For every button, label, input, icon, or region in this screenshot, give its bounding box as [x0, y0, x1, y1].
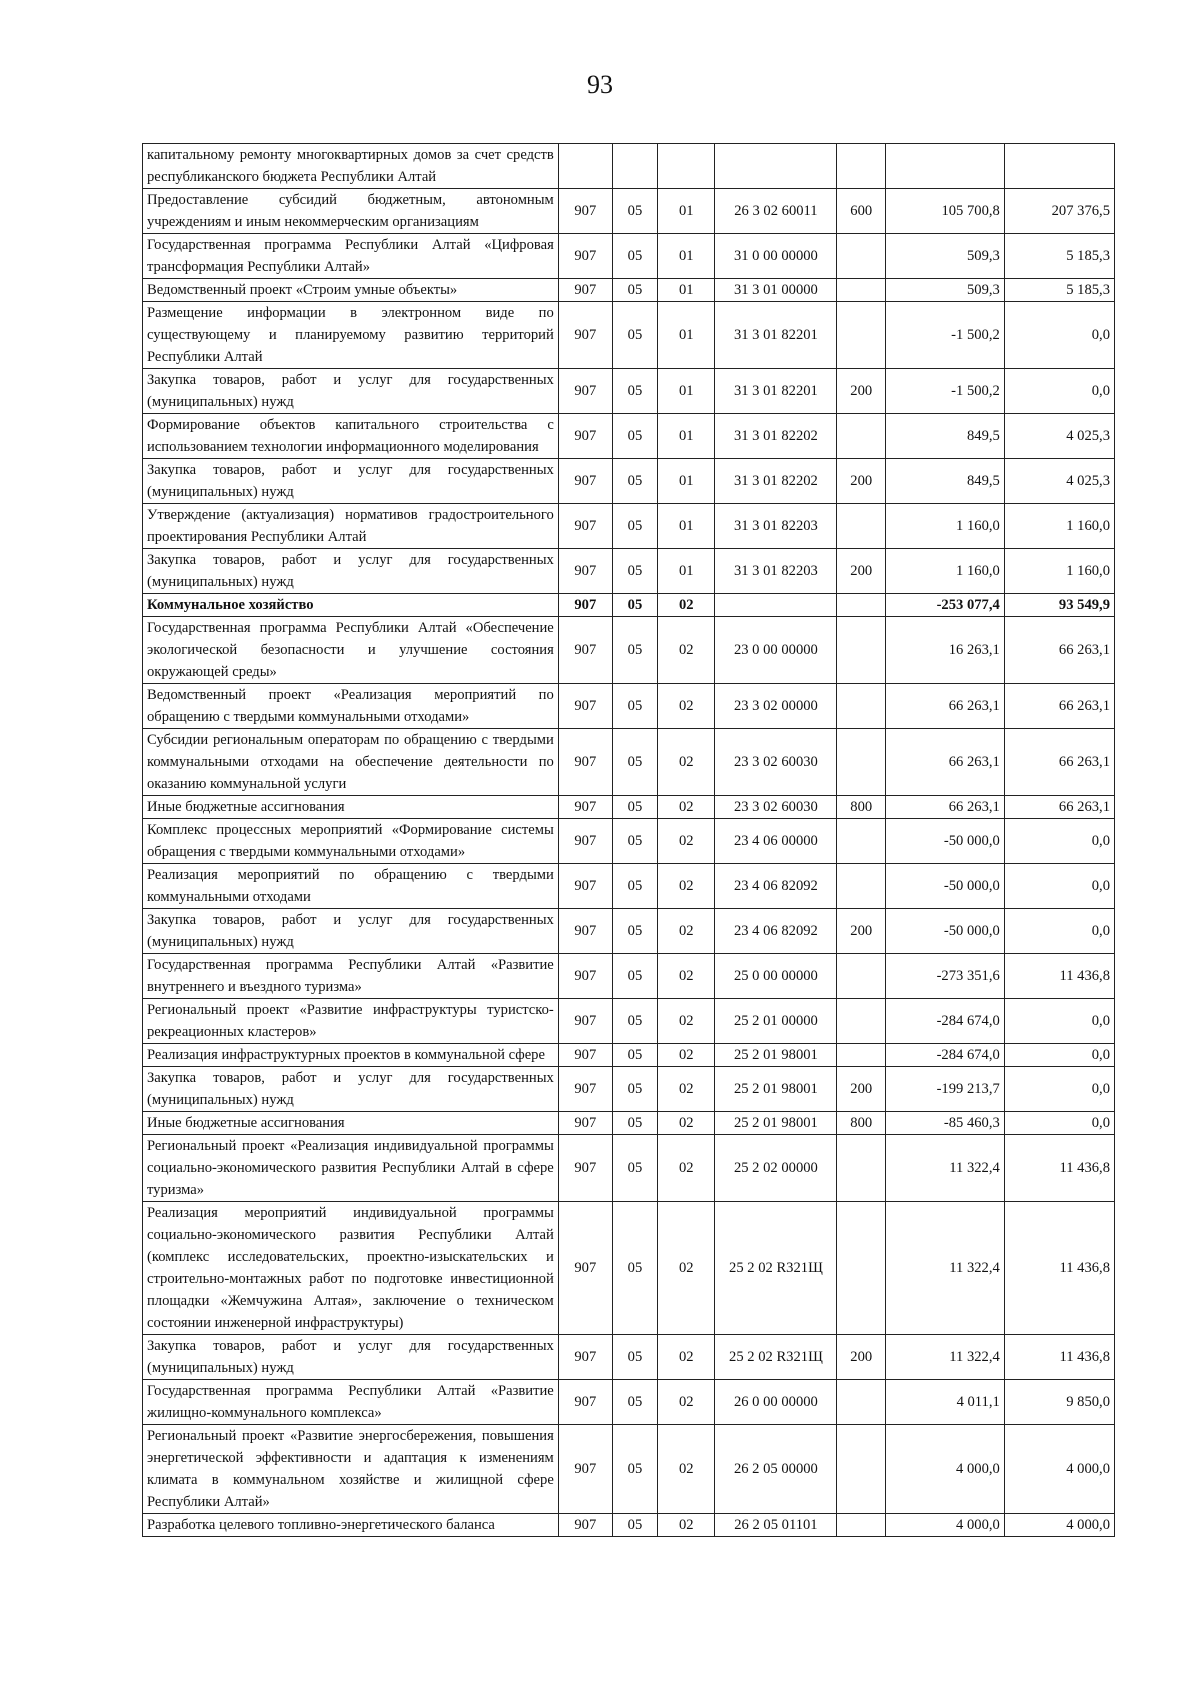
subsection-code: 02 — [658, 684, 715, 729]
target-article-code: 23 3 02 00000 — [715, 684, 837, 729]
section-code: 05 — [612, 864, 657, 909]
section-code: 05 — [612, 617, 657, 684]
amount-second-year: 0,0 — [1004, 864, 1114, 909]
admin-code: 907 — [558, 234, 612, 279]
target-article-code: 31 0 00 00000 — [715, 234, 837, 279]
subsection-code: 01 — [658, 302, 715, 369]
subsection-code: 02 — [658, 729, 715, 796]
amount-first-year: -50 000,0 — [886, 819, 1005, 864]
table-row — [143, 1112, 1115, 1135]
target-article-code: 31 3 01 82201 — [715, 369, 837, 414]
target-article-code: 26 0 00 00000 — [715, 1380, 837, 1425]
table-row — [143, 819, 1115, 864]
admin-code: 907 — [558, 1514, 612, 1537]
subsection-code: 02 — [658, 909, 715, 954]
expense-type-code — [837, 819, 886, 864]
section-code: 05 — [612, 1067, 657, 1112]
section-code: 05 — [612, 189, 657, 234]
item-description: Размещение информации в электронном виде по существующему и планируемому развитию территорий Республики Алтай — [143, 302, 559, 369]
item-description: Региональный проект «Развитие энергосбережения, повышения энергетической эффективности и адаптация к изменениям климата в коммунальном хозяйстве и жилищной сфере Республики Алтай» — [143, 1425, 559, 1514]
table-row — [143, 549, 1115, 594]
admin-code: 907 — [558, 1135, 612, 1202]
target-article-code: 31 3 01 82203 — [715, 549, 837, 594]
amount-first-year: 105 700,8 — [886, 189, 1005, 234]
subsection-code: 02 — [658, 796, 715, 819]
admin-code: 907 — [558, 999, 612, 1044]
expense-type-code: 800 — [837, 1112, 886, 1135]
table-row — [143, 1335, 1115, 1380]
subsection-code: 02 — [658, 1514, 715, 1537]
admin-code: 907 — [558, 279, 612, 302]
section-code: 05 — [612, 549, 657, 594]
amount-first-year: 1 160,0 — [886, 504, 1005, 549]
section-code: 05 — [612, 279, 657, 302]
table-row — [143, 999, 1115, 1044]
expense-type-code: 200 — [837, 909, 886, 954]
amount-second-year: 1 160,0 — [1004, 504, 1114, 549]
amount-first-year: 4 000,0 — [886, 1425, 1005, 1514]
amount-first-year: 16 263,1 — [886, 617, 1005, 684]
expense-type-code — [837, 729, 886, 796]
item-description: Ведомственный проект «Строим умные объекты» — [143, 279, 559, 302]
section-code: 05 — [612, 819, 657, 864]
expense-type-code — [837, 1135, 886, 1202]
item-description: Региональный проект «Реализация индивидуальной программы социально-экономического развития Республики Алтай в сфере туризма» — [143, 1135, 559, 1202]
target-article-code: 31 3 01 82201 — [715, 302, 837, 369]
item-description: Формирование объектов капитального строительства с использованием технологии информационного моделирования — [143, 414, 559, 459]
subsection-code: 01 — [658, 369, 715, 414]
table-row — [143, 144, 1115, 189]
target-article-code: 25 2 02 R321Щ — [715, 1202, 837, 1335]
admin-code: 907 — [558, 617, 612, 684]
section-code: 05 — [612, 302, 657, 369]
expense-type-code: 200 — [837, 1335, 886, 1380]
item-description: Закупка товаров, работ и услуг для государственных (муниципальных) нужд — [143, 1335, 559, 1380]
admin-code: 907 — [558, 684, 612, 729]
admin-code: 907 — [558, 504, 612, 549]
expense-type-code: 800 — [837, 796, 886, 819]
item-description: Реализация мероприятий индивидуальной программы социально-экономического развития Республики Алтай (комплекс исследовательских, проектно-изыскательских и строительно-монтажных работ по подготовке инвестиционной площадки «Жемчужина Алтая», заключение о техническом состоянии инженерной инфраструктуры) — [143, 1202, 559, 1335]
item-description: Реализация мероприятий по обращению с твердыми коммунальными отходами — [143, 864, 559, 909]
admin-code: 907 — [558, 1112, 612, 1135]
target-article-code: 26 2 05 00000 — [715, 1425, 837, 1514]
table-row — [143, 617, 1115, 684]
subsection-code: 02 — [658, 1425, 715, 1514]
item-description: Закупка товаров, работ и услуг для государственных (муниципальных) нужд — [143, 909, 559, 954]
amount-second-year: 0,0 — [1004, 302, 1114, 369]
subsection-code: 02 — [658, 954, 715, 999]
expense-type-code — [837, 954, 886, 999]
expense-type-code — [837, 1202, 886, 1335]
section-code: 05 — [612, 729, 657, 796]
section-code: 05 — [612, 369, 657, 414]
subsection-code: 01 — [658, 504, 715, 549]
table-row — [143, 1202, 1115, 1335]
subsection-code: 02 — [658, 1135, 715, 1202]
admin-code — [558, 144, 612, 189]
target-article-code: 31 3 01 00000 — [715, 279, 837, 302]
amount-second-year: 4 000,0 — [1004, 1514, 1114, 1537]
subsection-code: 02 — [658, 1112, 715, 1135]
expense-type-code — [837, 684, 886, 729]
subsection-code: 01 — [658, 234, 715, 279]
admin-code: 907 — [558, 1425, 612, 1514]
page-number: 93 — [587, 70, 613, 99]
target-article-code: 25 2 01 98001 — [715, 1044, 837, 1067]
admin-code: 907 — [558, 1067, 612, 1112]
expense-type-code: 200 — [837, 549, 886, 594]
amount-first-year: 849,5 — [886, 414, 1005, 459]
amount-first-year: 509,3 — [886, 234, 1005, 279]
amount-first-year: -284 674,0 — [886, 1044, 1005, 1067]
section-code: 05 — [612, 459, 657, 504]
amount-second-year: 93 549,9 — [1004, 594, 1114, 617]
subsection-code: 02 — [658, 864, 715, 909]
amount-second-year: 0,0 — [1004, 909, 1114, 954]
table-row — [143, 504, 1115, 549]
expense-type-code — [837, 1425, 886, 1514]
target-article-code: 25 0 00 00000 — [715, 954, 837, 999]
amount-second-year: 66 263,1 — [1004, 617, 1114, 684]
amount-first-year: 66 263,1 — [886, 796, 1005, 819]
amount-second-year: 0,0 — [1004, 1112, 1114, 1135]
expense-type-code: 600 — [837, 189, 886, 234]
section-code: 05 — [612, 234, 657, 279]
section-code: 05 — [612, 1202, 657, 1335]
item-description: Государственная программа Республики Алтай «Цифровая трансформация Республики Алтай» — [143, 234, 559, 279]
amount-second-year: 0,0 — [1004, 369, 1114, 414]
table-row — [143, 729, 1115, 796]
admin-code: 907 — [558, 459, 612, 504]
item-description: Закупка товаров, работ и услуг для государственных (муниципальных) нужд — [143, 549, 559, 594]
admin-code: 907 — [558, 1202, 612, 1335]
expense-type-code — [837, 999, 886, 1044]
table-row — [143, 1425, 1115, 1514]
expense-type-code — [837, 1380, 886, 1425]
amount-first-year: -50 000,0 — [886, 909, 1005, 954]
amount-first-year — [886, 144, 1005, 189]
target-article-code: 23 4 06 82092 — [715, 909, 837, 954]
section-code: 05 — [612, 796, 657, 819]
section-code: 05 — [612, 1044, 657, 1067]
amount-first-year: 4 000,0 — [886, 1514, 1005, 1537]
amount-second-year: 66 263,1 — [1004, 796, 1114, 819]
expense-type-code — [837, 144, 886, 189]
admin-code: 907 — [558, 864, 612, 909]
admin-code: 907 — [558, 1044, 612, 1067]
amount-first-year: -253 077,4 — [886, 594, 1005, 617]
target-article-code — [715, 594, 837, 617]
amount-second-year: 66 263,1 — [1004, 684, 1114, 729]
item-description: Региональный проект «Развитие инфраструктуры туристско-рекреационных кластеров» — [143, 999, 559, 1044]
table-row — [143, 594, 1115, 617]
section-code: 05 — [612, 414, 657, 459]
amount-second-year: 9 850,0 — [1004, 1380, 1114, 1425]
item-description: Комплекс процессных мероприятий «Формирование системы обращения с твердыми коммунальными отходами» — [143, 819, 559, 864]
amount-first-year: -50 000,0 — [886, 864, 1005, 909]
amount-second-year: 11 436,8 — [1004, 954, 1114, 999]
section-code: 05 — [612, 1514, 657, 1537]
budget-table-body — [143, 144, 1115, 1537]
section-code: 05 — [612, 1135, 657, 1202]
section-code: 05 — [612, 954, 657, 999]
budget-table — [142, 143, 1115, 1537]
target-article-code: 23 4 06 00000 — [715, 819, 837, 864]
section-code: 05 — [612, 1335, 657, 1380]
amount-first-year: -85 460,3 — [886, 1112, 1005, 1135]
target-article-code: 25 2 01 98001 — [715, 1112, 837, 1135]
section-code: 05 — [612, 594, 657, 617]
item-description: Предоставление субсидий бюджетным, автономным учреждениям и иным некоммерческим организациям — [143, 189, 559, 234]
item-description: Реализация инфраструктурных проектов в коммунальной сфере — [143, 1044, 559, 1067]
subsection-code: 02 — [658, 1335, 715, 1380]
section-code: 05 — [612, 504, 657, 549]
subsection-code — [658, 144, 715, 189]
amount-first-year: -284 674,0 — [886, 999, 1005, 1044]
admin-code: 907 — [558, 594, 612, 617]
table-row — [143, 369, 1115, 414]
amount-second-year — [1004, 144, 1114, 189]
subsection-code: 02 — [658, 617, 715, 684]
subsection-code: 02 — [658, 1202, 715, 1335]
expense-type-code — [837, 864, 886, 909]
amount-first-year: 66 263,1 — [886, 729, 1005, 796]
amount-second-year: 1 160,0 — [1004, 549, 1114, 594]
table-row — [143, 954, 1115, 999]
admin-code: 907 — [558, 796, 612, 819]
table-row — [143, 1044, 1115, 1067]
subsection-code: 02 — [658, 999, 715, 1044]
subsection-code: 01 — [658, 189, 715, 234]
amount-second-year: 0,0 — [1004, 819, 1114, 864]
table-row — [143, 1514, 1115, 1537]
admin-code: 907 — [558, 954, 612, 999]
target-article-code — [715, 144, 837, 189]
admin-code: 907 — [558, 819, 612, 864]
amount-second-year: 66 263,1 — [1004, 729, 1114, 796]
subsection-code: 01 — [658, 279, 715, 302]
item-description: Иные бюджетные ассигнования — [143, 1112, 559, 1135]
target-article-code: 23 4 06 82092 — [715, 864, 837, 909]
amount-first-year: 11 322,4 — [886, 1202, 1005, 1335]
table-row — [143, 796, 1115, 819]
amount-second-year: 11 436,8 — [1004, 1135, 1114, 1202]
item-description: Государственная программа Республики Алтай «Развитие внутреннего и въездного туризма» — [143, 954, 559, 999]
amount-second-year: 5 185,3 — [1004, 279, 1114, 302]
amount-second-year: 0,0 — [1004, 999, 1114, 1044]
target-article-code: 25 2 02 00000 — [715, 1135, 837, 1202]
expense-type-code — [837, 279, 886, 302]
amount-second-year: 207 376,5 — [1004, 189, 1114, 234]
item-description: Закупка товаров, работ и услуг для государственных (муниципальных) нужд — [143, 459, 559, 504]
admin-code: 907 — [558, 549, 612, 594]
expense-type-code — [837, 234, 886, 279]
subsection-code: 01 — [658, 459, 715, 504]
expense-type-code — [837, 504, 886, 549]
amount-first-year: -1 500,2 — [886, 302, 1005, 369]
admin-code: 907 — [558, 909, 612, 954]
expense-type-code — [837, 594, 886, 617]
subsection-code: 02 — [658, 819, 715, 864]
subsection-code: 01 — [658, 549, 715, 594]
amount-second-year: 11 436,8 — [1004, 1335, 1114, 1380]
admin-code: 907 — [558, 1380, 612, 1425]
table-row — [143, 1135, 1115, 1202]
subsection-code: 01 — [658, 414, 715, 459]
amount-first-year: 4 011,1 — [886, 1380, 1005, 1425]
admin-code: 907 — [558, 729, 612, 796]
amount-first-year: 11 322,4 — [886, 1335, 1005, 1380]
amount-second-year: 0,0 — [1004, 1044, 1114, 1067]
item-description: Закупка товаров, работ и услуг для государственных (муниципальных) нужд — [143, 369, 559, 414]
admin-code: 907 — [558, 302, 612, 369]
item-description: Государственная программа Республики Алтай «Обеспечение экологической безопасности и улучшение состояния окружающей среды» — [143, 617, 559, 684]
item-description: Ведомственный проект «Реализация мероприятий по обращению с твердыми коммунальными отходами» — [143, 684, 559, 729]
section-code: 05 — [612, 909, 657, 954]
table-row — [143, 234, 1115, 279]
admin-code: 907 — [558, 189, 612, 234]
section-code: 05 — [612, 684, 657, 729]
target-article-code: 25 2 01 98001 — [715, 1067, 837, 1112]
admin-code: 907 — [558, 369, 612, 414]
expense-type-code: 200 — [837, 369, 886, 414]
target-article-code: 31 3 01 82202 — [715, 414, 837, 459]
amount-first-year: -199 213,7 — [886, 1067, 1005, 1112]
subsection-code: 02 — [658, 1044, 715, 1067]
amount-first-year: 1 160,0 — [886, 549, 1005, 594]
table-row — [143, 302, 1115, 369]
target-article-code: 23 3 02 60030 — [715, 729, 837, 796]
target-article-code: 31 3 01 82202 — [715, 459, 837, 504]
table-row — [143, 684, 1115, 729]
expense-type-code — [837, 617, 886, 684]
target-article-code: 26 2 05 01101 — [715, 1514, 837, 1537]
section-code: 05 — [612, 1380, 657, 1425]
amount-first-year: 11 322,4 — [886, 1135, 1005, 1202]
item-description: Коммунальное хозяйство — [143, 594, 559, 617]
expense-type-code — [837, 1044, 886, 1067]
amount-first-year: -273 351,6 — [886, 954, 1005, 999]
target-article-code: 31 3 01 82203 — [715, 504, 837, 549]
section-code: 05 — [612, 1112, 657, 1135]
item-description: Утверждение (актуализация) нормативов градостроительного проектирования Республики Алтай — [143, 504, 559, 549]
expense-type-code: 200 — [837, 459, 886, 504]
admin-code: 907 — [558, 1335, 612, 1380]
table-row — [143, 864, 1115, 909]
subsection-code: 02 — [658, 594, 715, 617]
table-row — [143, 1067, 1115, 1112]
item-description: Государственная программа Республики Алтай «Развитие жилищно-коммунального комплекса» — [143, 1380, 559, 1425]
amount-second-year: 5 185,3 — [1004, 234, 1114, 279]
table-row — [143, 1380, 1115, 1425]
item-description: Иные бюджетные ассигнования — [143, 796, 559, 819]
target-article-code: 25 2 02 R321Щ — [715, 1335, 837, 1380]
amount-first-year: 66 263,1 — [886, 684, 1005, 729]
table-row — [143, 459, 1115, 504]
table-row — [143, 279, 1115, 302]
target-article-code: 23 0 00 00000 — [715, 617, 837, 684]
expense-type-code — [837, 414, 886, 459]
table-row — [143, 909, 1115, 954]
section-code: 05 — [612, 999, 657, 1044]
table-row — [143, 189, 1115, 234]
item-description: Закупка товаров, работ и услуг для государственных (муниципальных) нужд — [143, 1067, 559, 1112]
target-article-code: 26 3 02 60011 — [715, 189, 837, 234]
target-article-code: 23 3 02 60030 — [715, 796, 837, 819]
target-article-code: 25 2 01 00000 — [715, 999, 837, 1044]
item-description: Разработка целевого топливно-энергетического баланса — [143, 1514, 559, 1537]
table-row — [143, 414, 1115, 459]
amount-first-year: 509,3 — [886, 279, 1005, 302]
subsection-code: 02 — [658, 1380, 715, 1425]
expense-type-code: 200 — [837, 1067, 886, 1112]
amount-second-year: 4 025,3 — [1004, 459, 1114, 504]
item-description: Субсидии региональным операторам по обращению с твердыми коммунальными отходами на обеспечение деятельности по оказанию коммунальной услуги — [143, 729, 559, 796]
amount-first-year: 849,5 — [886, 459, 1005, 504]
subsection-code: 02 — [658, 1067, 715, 1112]
expense-type-code — [837, 1514, 886, 1537]
amount-second-year: 0,0 — [1004, 1067, 1114, 1112]
amount-second-year: 11 436,8 — [1004, 1202, 1114, 1335]
amount-second-year: 4 025,3 — [1004, 414, 1114, 459]
admin-code: 907 — [558, 414, 612, 459]
expense-type-code — [837, 302, 886, 369]
section-code: 05 — [612, 1425, 657, 1514]
section-code — [612, 144, 657, 189]
item-description: капитальному ремонту многоквартирных домов за счет средств республиканского бюджета Республики Алтай — [143, 144, 559, 189]
amount-first-year: -1 500,2 — [886, 369, 1005, 414]
amount-second-year: 4 000,0 — [1004, 1425, 1114, 1514]
